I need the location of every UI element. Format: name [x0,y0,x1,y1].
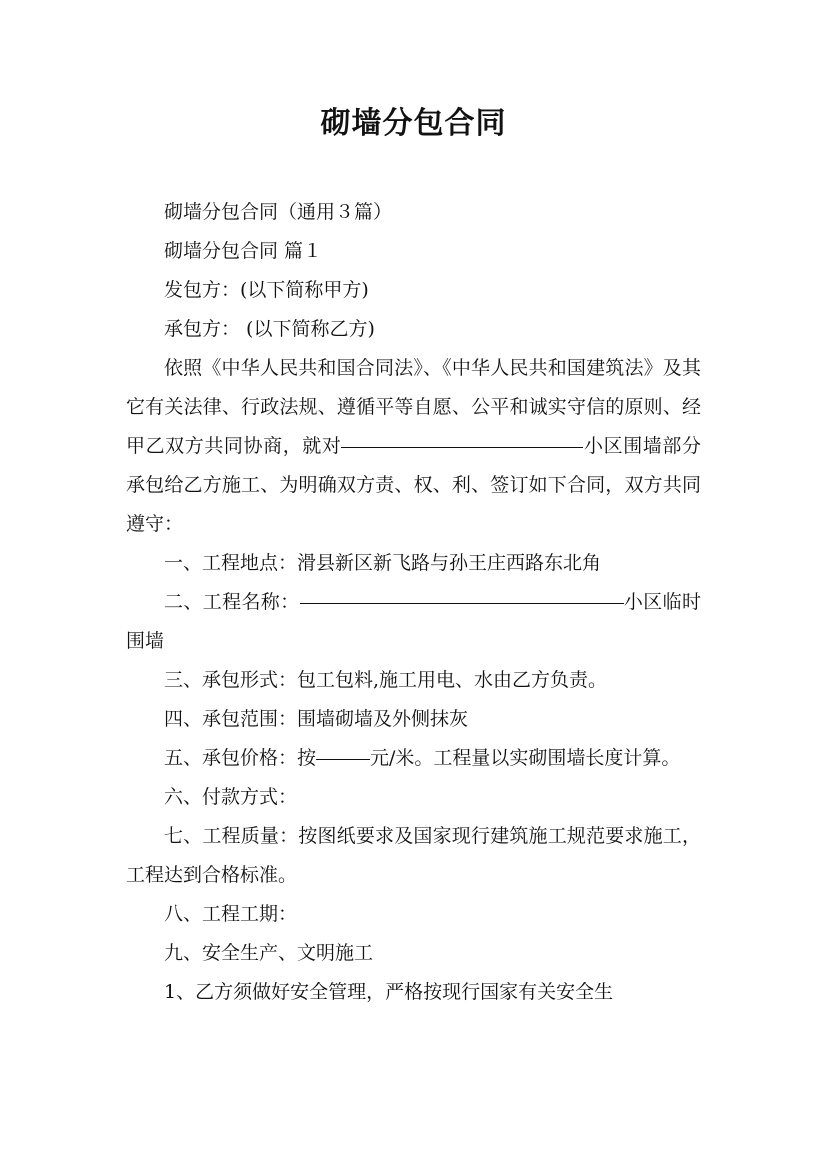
blank-line [341,446,583,448]
document-body [126,193,701,1012]
clause-5-text-after-blank: 元/米。工程量以实砌围墙长度计算。 [370,747,681,769]
clause-5-text-before-blank: 五、承包价格：按 [164,747,317,769]
paragraph-party-a: 发包方：(以下简称甲方) [164,279,369,301]
document-title: 砌墙分包合同 [320,106,507,141]
preamble-text-before-blank: 依照《中华人民共和国合同法》、《中华人民共和国建筑法》及其它有关法律、行政法规、遵循平等自愿、公平和诚实守信的原则、经甲乙双方共同协商，就对 [126,357,701,457]
blank-line [316,758,370,760]
paragraph-clause-2 [126,583,701,661]
paragraph-clause-3: 三、承包形式：包工包料,施工用电、水由乙方负责。 [164,669,608,691]
paragraph-party-b: 承包方： (以下简称乙方) [164,318,375,340]
paragraph-clause-6: 六、付款方式： [164,786,298,808]
paragraph-subtitle: 砌墙分包合同（通用３篇） [164,201,393,223]
paragraph-clause-5 [126,739,701,778]
blank-line [300,602,624,604]
preamble-text-after-blank: 小区围墙部分承包给乙方施工、为明确双方责、权、利、签订如下合同，双方共同遵守： [126,435,701,535]
paragraph-clause-1: 一、工程地点：滑县新区新飞路与孙王庄西路东北角 [164,552,602,574]
paragraph-clause-9-item-1: 1、乙方须做好安全管理，严格按现行国家有关安全生 [164,981,614,1003]
paragraph-clause-7: 七、工程质量：按图纸要求及国家现行建筑施工规范要求施工，工程达到合格标准。 [126,825,701,886]
paragraph-clause-9: 九、安全生产、文明施工 [164,942,374,964]
clause-2-text-after-blank: 小区临时围墙 [126,591,701,652]
paragraph-part-heading: 砌墙分包合同 篇１ [164,240,323,262]
paragraph-preamble [126,349,701,544]
clause-2-text-before-blank: 二、工程名称： [164,591,300,613]
paragraph-clause-4: 四、承包范围：围墙砌墙及外侧抹灰 [164,708,469,730]
paragraph-clause-8: 八、工程工期： [164,903,298,925]
